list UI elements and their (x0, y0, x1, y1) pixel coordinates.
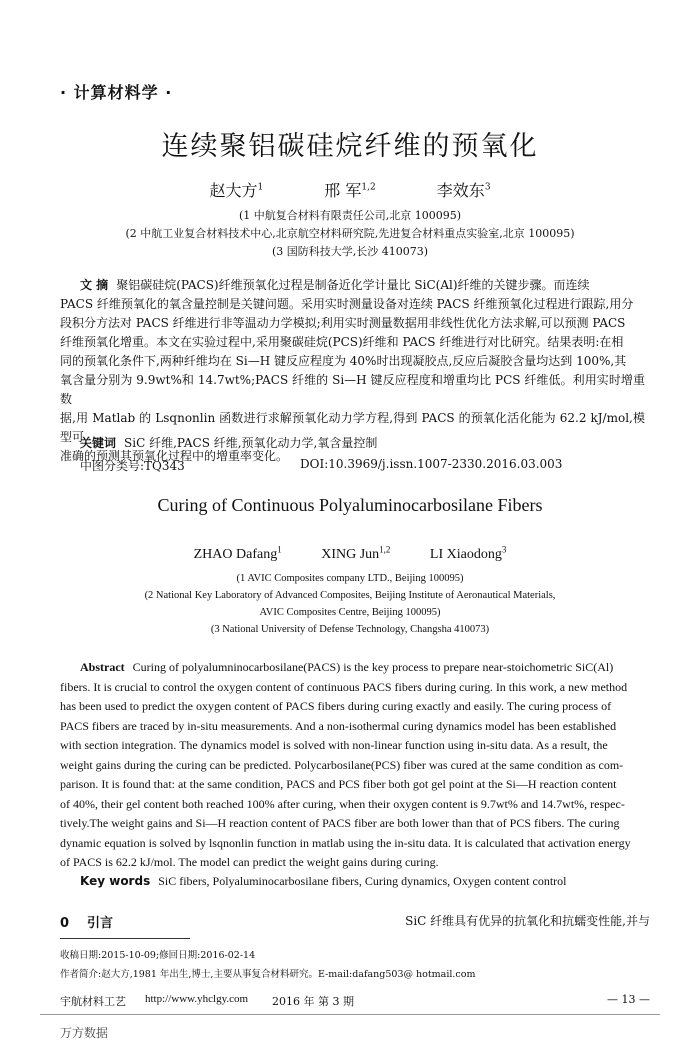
cn-abstract-line: 准确的预测其预氧化过程中的增重率变化。 (60, 449, 289, 463)
en-keywords-text: SiC fibers, Polyaluminocarbosilane fibers, Curing dynamics, Oxygen content control (158, 874, 567, 888)
en-affiliation-4: (3 National University of Defense Technology, Changsha 410073) (210, 624, 490, 635)
en-title: Curing of Continuous Polyaluminocarbosilane Fibers (157, 495, 543, 515)
cn-abstract-line: 聚铝碳硅烷(PACS)纤维预氧化过程是制备近化学计量比 SiC(Al)纤维的关键步骤。而连续 (116, 278, 590, 292)
en-abstract-line: fibers. It is crucial to control the oxygen content of continuous PACS fibers during curing. In this work, a new method (60, 679, 628, 694)
cn-abstract-line: 纤维预氧化增重。本文在实验过程中,采用聚碳硅烷(PCS)纤维和 PACS 纤维进行对比研究。结果表明:在相 (60, 335, 624, 349)
cn-author-1: 赵大方$^1$ (209, 181, 264, 200)
cn-keywords (80, 434, 645, 451)
journal-url[interactable]: http://www.yhclgy.com (145, 993, 249, 1005)
cn-affiliation-3: (3 国防科技大学,长沙 410073) (271, 245, 429, 258)
en-abstract-line: dynamic equation is solved by lsqnonlin function in matlab using the in-situ data. It is calculated that activation energy (60, 835, 631, 850)
en-abstract-line: Curing of polyalumninocarbosilane(PACS) is the key process to prepare near-stoichometric SiC(Al) (132, 660, 614, 674)
intro-title: 引言 (87, 916, 114, 931)
en-author-2: XING Jun$^{1,2}$ (321, 544, 391, 562)
watermark-text: 万方数据 (60, 1026, 109, 1040)
en-affiliation-2: (2 National Key Laboratory of Advanced Composites, Beijing Institute of Aeronautical Materials, (144, 590, 556, 601)
cn-abstract-line: 据,用 Matlab 的 Lsqnonlin 函数进行求解预氧化动力学方程,得到 PACS 的预氧化活化能为 62.2 kJ/mol,模型可 (60, 411, 645, 444)
cn-abstract-line: 段积分方法对 PACS 纤维进行非等温动力学模拟;利用实时测量数据用非线性优化方法求解,可以预测 PACS (60, 316, 626, 330)
footer-rule (40, 1014, 660, 1015)
cn-keywords-text: SiC 纤维,PACS 纤维,预氧化动力学,氧含量控制 (124, 436, 378, 450)
en-authors (0, 544, 700, 563)
en-keywords (80, 874, 650, 889)
en-author-1: ZHAO Dafang$^1$ (193, 544, 282, 562)
footnote-rule (60, 938, 190, 939)
cn-abstract-label: 文 摘 (80, 278, 109, 292)
cn-abstract-line: 同的预氧化条件下,两种纤维均在 Si—H 键反应程度为 40%时出现凝胶点,反应后凝胶含量均达到 100%,其 (60, 354, 627, 368)
en-abstract-line: PACS fibers are traced by in-situ measurements. And a non-isothermal curing dynamics model has been established (60, 718, 617, 733)
en-affiliation-1: (1 AVIC Composites company LTD., Beijing 100095) (236, 573, 464, 584)
footnote-author: 作者简介:赵大方,1981 年出生,博士,主要从事复合材料研究。E-mail:dafang503@ hotmail.com (60, 969, 476, 980)
intro-heading (60, 912, 113, 931)
en-keywords-label: Key words (80, 874, 151, 888)
cn-title: 连续聚铝碳硅烷纤维的预氧化 (161, 131, 539, 162)
cn-authors (0, 178, 700, 201)
intro-first-line: SiC 纤维具有优异的抗氧化和抗蠕变性能,并与 (405, 914, 650, 928)
en-abstract-line: parison. It is found that: at the same condition, PACS and PCS fiber both got gel point at the Si—H reaction content (60, 777, 617, 791)
cn-keywords-label: 关键词 (80, 436, 117, 450)
journal-name: 宇航材料工艺 (60, 995, 126, 1008)
cn-classification (80, 457, 645, 474)
en-abstract-line: of 40%, their gel content both reached 100% after curing, when their oxygen content is 9.7wt% and 14.7wt%, respec- (60, 796, 625, 811)
cn-author-2: 邢 军$^{1,2}$ (324, 181, 376, 200)
footnote-received: 收稿日期:2015-10-09;修回日期:2016-02-14 (60, 950, 256, 961)
en-author-3: LI Xiaodong$^3$ (429, 544, 507, 562)
issue-info: 2016 年 第 3 期 (272, 995, 354, 1008)
en-abstract-line: weight gains during the curing can be predicted. Polycarbosilane(PCS) fiber was cured at the same condition as com- (60, 757, 624, 772)
cn-abstract-line: 氧含量分别为 9.9wt%和 14.7wt%;PACS 纤维的 Si—H 键反应程度和增重均比 PCS 纤维低。利用实时增重数 (60, 373, 645, 406)
clc-code: TQ343 (144, 459, 185, 473)
en-abstract-line: of PACS is 62.2 kJ/mol. The model can predict the weight gains during curing. (60, 855, 439, 869)
cn-author-3: 李效东$^3$ (436, 181, 491, 200)
cn-abstract-line: PACS 纤维预氧化的氧含量控制是关键问题。采用实时测量设备对连续 PACS 纤维预氧化过程进行跟踪,用分 (60, 297, 634, 311)
en-abstract-line: tively.The weight gains and Si—H reaction content of PACS fiber are both lower than that of PCS fibers. The curing (60, 816, 620, 830)
cn-affiliation-1: (1 中航复合材料有限责任公司,北京 100095) (238, 209, 462, 222)
doi: DOI:10.3969/j.issn.1007-2330.2016.03.003 (300, 457, 563, 471)
cn-affiliation-2: (2 中航工业复合材料技术中心,北京航空材料研究院,先进复合材料重点实验室,北京 100095) (125, 227, 575, 240)
section-tag: · 计算材料学 · (60, 83, 173, 102)
en-abstract (60, 658, 650, 873)
en-abstract-label: Abstract (80, 660, 125, 674)
en-abstract-line: has been used to predict the oxygen content of PACS fibers during curing exactly and easily. The curing process of (60, 699, 612, 713)
clc-label: 中图分类号: (80, 459, 145, 473)
en-abstract-line: with section integration. The dynamics model is solved with non-linear function using in-situ data. As a result, the (60, 738, 608, 752)
en-affiliation-3: AVIC Composites Centre, Beijing 100095) (259, 607, 441, 618)
page-number: — 13 — (607, 993, 650, 1006)
intro-number: 0 (60, 916, 70, 931)
